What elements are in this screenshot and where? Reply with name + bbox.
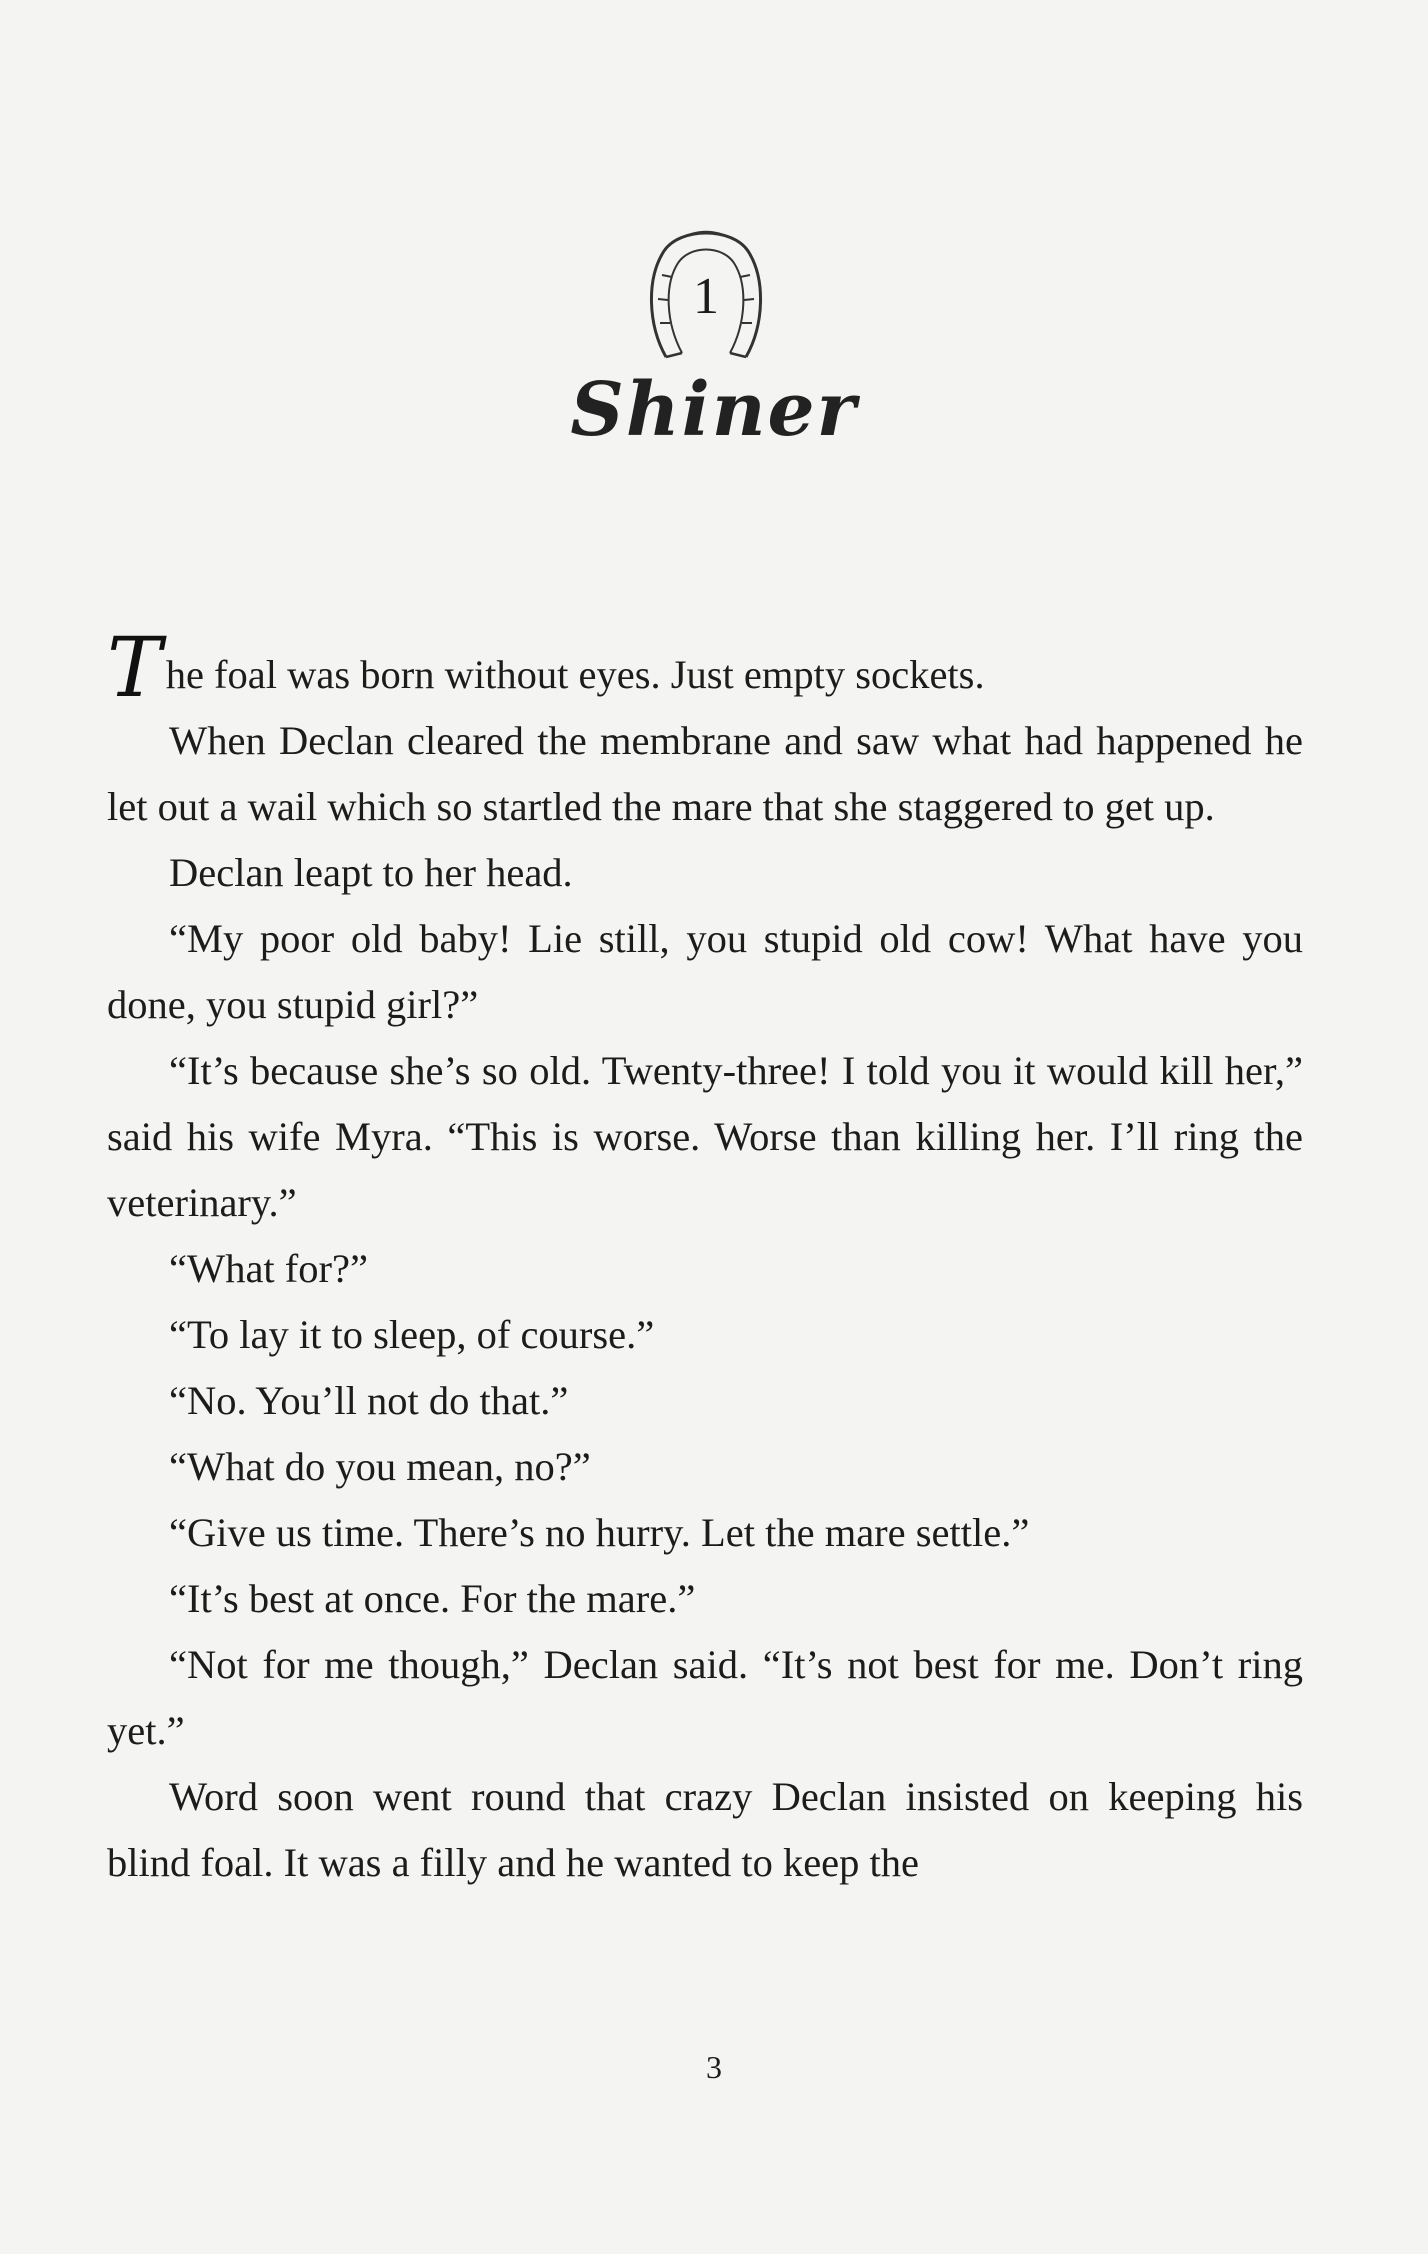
paragraph: “To lay it to sleep, of course.”: [169, 1312, 655, 1357]
paragraph-1: [107, 621, 1303, 716]
drop-cap: T: [107, 621, 162, 716]
paragraph: “Give us time. There’s no hurry. Let the mare settle.”: [169, 1510, 1030, 1555]
paragraph: “My poor old baby! Lie still, you stupid old cow! What have you done, you stupid girl?”: [107, 916, 1303, 1027]
paragraph: Declan leapt to her head.: [169, 850, 573, 895]
paragraph: Word soon went round that crazy Declan insisted on keeping his blind foal. It was a filly and he wanted to keep the: [107, 1774, 1303, 1885]
first-line-text: he foal was born without eyes. Just empty sockets.: [165, 652, 985, 697]
chapter-title: Shiner: [570, 367, 858, 453]
chapter-body: [107, 621, 1303, 1896]
paragraph: “It’s best at once. For the mare.”: [169, 1576, 696, 1621]
chapter-heading: [0, 215, 1428, 475]
chapter-number: 1: [693, 268, 719, 325]
paragraph: “What do you mean, no?”: [169, 1444, 591, 1489]
paragraph: When Declan cleared the membrane and saw what had happened he let out a wail which so startled the mare that she staggered to get up.: [107, 718, 1303, 829]
paragraph: “What for?”: [169, 1246, 368, 1291]
paragraph: “No. You’ll not do that.”: [169, 1378, 569, 1423]
paragraph: “It’s because she’s so old. Twenty-three! I told you it would kill her,” said his wife Myra. “This is worse. Worse than killing her. I’ll ring the veterinary.”: [107, 1048, 1303, 1225]
page-number: 3: [706, 2049, 722, 2085]
paragraph: “Not for me though,” Declan said. “It’s not best for me. Don’t ring yet.”: [107, 1642, 1303, 1753]
